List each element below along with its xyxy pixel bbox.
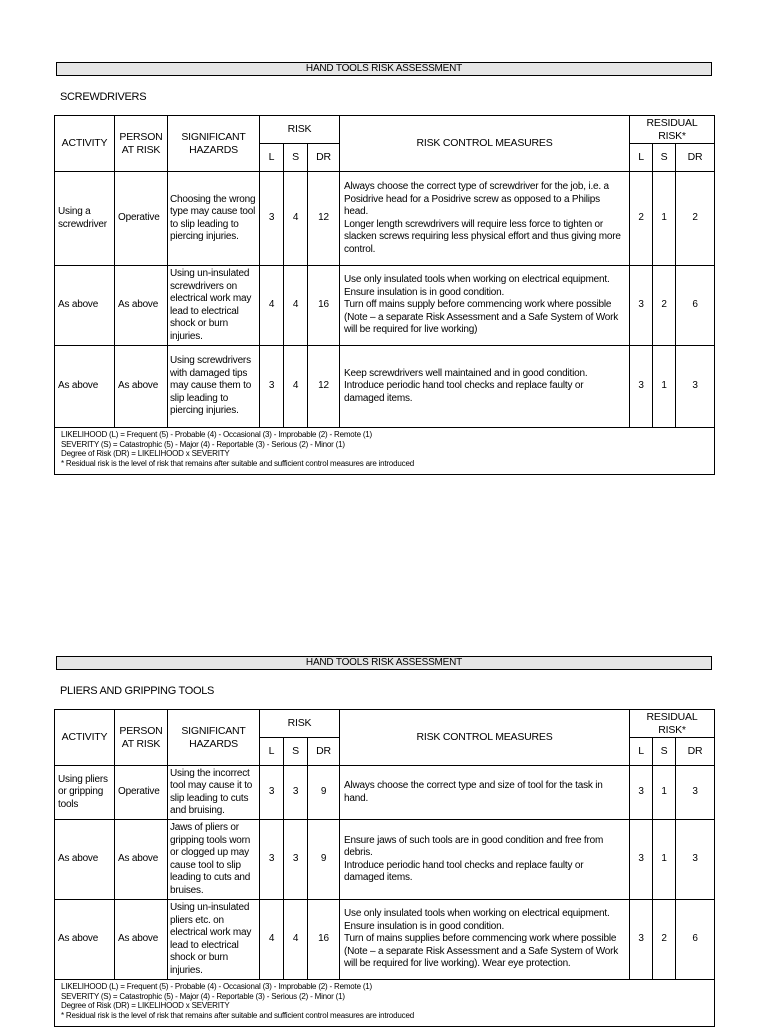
l-cell: 4 bbox=[260, 900, 284, 980]
residual-dr-cell: 2 bbox=[676, 172, 715, 266]
header-dr: DR bbox=[308, 738, 340, 766]
control-measure: Use only insulated tools when working on electrical equipment. bbox=[344, 908, 610, 920]
assessment-title: HAND TOOLS RISK ASSESSMENT bbox=[56, 62, 712, 76]
header-residual-risk: RESIDUAL RISK* bbox=[630, 116, 715, 144]
header-residual-l: L bbox=[630, 144, 653, 172]
s-cell: 4 bbox=[284, 346, 308, 428]
table-row bbox=[55, 346, 715, 428]
section-title: SCREWDRIVERS bbox=[60, 91, 147, 103]
table-row bbox=[55, 172, 715, 266]
l-cell: 3 bbox=[260, 172, 284, 266]
table-row bbox=[55, 266, 715, 346]
residual-s-cell: 1 bbox=[653, 346, 676, 428]
residual-s-cell: 1 bbox=[653, 820, 676, 900]
header-risk-control-measures: RISK CONTROL MEASURES bbox=[340, 710, 630, 766]
residual-s-cell: 1 bbox=[653, 172, 676, 266]
legend-line: * Residual risk is the level of risk that remains after suitable and sufficient control measures are introduced bbox=[61, 1010, 414, 1020]
residual-dr-cell: 6 bbox=[676, 266, 715, 346]
s-cell: 3 bbox=[284, 820, 308, 900]
l-cell: 3 bbox=[260, 820, 284, 900]
dr-cell: 12 bbox=[308, 172, 340, 266]
dr-cell: 9 bbox=[308, 820, 340, 900]
risk-assessment-table bbox=[54, 709, 715, 1027]
control-measures-cell bbox=[340, 266, 630, 346]
residual-s-cell: 2 bbox=[653, 900, 676, 980]
activity-cell: Using pliers or gripping tools bbox=[55, 766, 115, 820]
control-measure: Turn of mains supplies before commencing work where possible (Note – a separate Risk Assessment and a Safe System of Work will be required for live working). Wear eye protection. bbox=[344, 933, 619, 970]
header-residual-risk: RESIDUAL RISK* bbox=[630, 710, 715, 738]
person-cell: As above bbox=[115, 346, 168, 428]
control-measure: Turn off mains supply before commencing work where possible (Note – a separate Risk Assessment and a Safe System of Work will be required for live working) bbox=[344, 299, 619, 336]
control-measure: Keep screwdrivers well maintained and in good condition. bbox=[344, 367, 588, 379]
control-measures-cell bbox=[340, 766, 630, 820]
header-dr: DR bbox=[308, 144, 340, 172]
activity-cell: As above bbox=[55, 820, 115, 900]
l-cell: 3 bbox=[260, 346, 284, 428]
residual-s-cell: 2 bbox=[653, 266, 676, 346]
residual-l-cell: 3 bbox=[630, 766, 653, 820]
hazard-cell: Using the incorrect tool may cause it to slip leading to cuts and bruising. bbox=[168, 766, 260, 820]
activity-cell: As above bbox=[55, 266, 115, 346]
person-cell: As above bbox=[115, 820, 168, 900]
header-significant-hazards: SIGNIFICANT HAZARDS bbox=[168, 710, 260, 766]
dr-cell: 9 bbox=[308, 766, 340, 820]
s-cell: 4 bbox=[284, 900, 308, 980]
hazard-cell: Jaws of pliers or gripping tools worn or clogged up may cause tool to slip leading to cuts and bruises. bbox=[168, 820, 260, 900]
legend-line: Degree of Risk (DR) = LIKELIHOOD x SEVERITY bbox=[61, 449, 230, 458]
person-cell: As above bbox=[115, 266, 168, 346]
table-row bbox=[55, 900, 715, 980]
control-measures-cell bbox=[340, 900, 630, 980]
hazard-cell: Using un-insulated screwdrivers on electrical work may lead to electrical shock or burn injuries. bbox=[168, 266, 260, 346]
legend-line: LIKELIHOOD (L) = Frequent (5) - Probable (4) - Occasional (3) - Improbable (2) - Remote (1) bbox=[61, 982, 373, 991]
legend-row bbox=[55, 980, 715, 1027]
legend-line: SEVERITY (S) = Catastrophic (5) - Major (4) - Reportable (3) - Serious (2) - Minor (1) bbox=[61, 991, 345, 1001]
residual-l-cell: 3 bbox=[630, 266, 653, 346]
header-activity: ACTIVITY bbox=[55, 116, 115, 172]
s-cell: 3 bbox=[284, 766, 308, 820]
risk-assessment-table bbox=[54, 115, 715, 475]
hazard-cell: Using screwdrivers with damaged tips may cause them to slip leading to piercing injuries. bbox=[168, 346, 260, 428]
legend-line: * Residual risk is the level of risk that remains after suitable and sufficient control measures are introduced bbox=[61, 458, 414, 468]
section-title: PLIERS AND GRIPPING TOOLS bbox=[60, 685, 215, 697]
residual-dr-cell: 6 bbox=[676, 900, 715, 980]
person-cell: Operative bbox=[115, 766, 168, 820]
control-measures-cell bbox=[340, 346, 630, 428]
header-risk: RISK bbox=[260, 116, 340, 144]
dr-cell: 16 bbox=[308, 900, 340, 980]
control-measure: Ensure jaws of such tools are in good condition and free from debris. bbox=[344, 834, 604, 858]
residual-s-cell: 1 bbox=[653, 766, 676, 820]
control-measure: Always choose the correct type of screwdriver for the job, i.e. a Posidrive head for a Posidrive screw as opposed to a Philips head. bbox=[344, 181, 609, 217]
header-activity: ACTIVITY bbox=[55, 710, 115, 766]
header-residual-s: S bbox=[653, 144, 676, 172]
table-row bbox=[55, 820, 715, 900]
header-risk-control-measures: RISK CONTROL MEASURES bbox=[340, 116, 630, 172]
person-cell: As above bbox=[115, 900, 168, 980]
header-risk: RISK bbox=[260, 710, 340, 738]
assessment-title: HAND TOOLS RISK ASSESSMENT bbox=[56, 656, 712, 670]
l-cell: 3 bbox=[260, 766, 284, 820]
residual-l-cell: 2 bbox=[630, 172, 653, 266]
dr-cell: 12 bbox=[308, 346, 340, 428]
s-cell: 4 bbox=[284, 266, 308, 346]
legend-row bbox=[55, 428, 715, 475]
table-row bbox=[55, 766, 715, 820]
header-s: S bbox=[284, 144, 308, 172]
legend-line: SEVERITY (S) = Catastrophic (5) - Major (4) - Reportable (3) - Serious (2) - Minor (1) bbox=[61, 439, 345, 449]
header-l: L bbox=[260, 144, 284, 172]
control-measure: Introduce periodic hand tool checks and replace faulty or damaged items. bbox=[344, 380, 584, 404]
control-measure: Always choose the correct type and size of tool for the task in hand. bbox=[344, 780, 603, 804]
hazard-cell: Choosing the wrong type may cause tool to slip leading to piercing injuries. bbox=[168, 172, 260, 266]
hazard-cell: Using un-insulated pliers etc. on electrical work may lead to electrical shock or burn injuries. bbox=[168, 900, 260, 980]
activity-cell: As above bbox=[55, 900, 115, 980]
person-cell: Operative bbox=[115, 172, 168, 266]
header-row bbox=[55, 116, 715, 144]
header-residual-l: L bbox=[630, 738, 653, 766]
control-measure: Introduce periodic hand tool checks and replace faulty or damaged items. bbox=[344, 859, 584, 883]
control-measures-cell bbox=[340, 820, 630, 900]
residual-dr-cell: 3 bbox=[676, 346, 715, 428]
residual-l-cell: 3 bbox=[630, 346, 653, 428]
control-measure: Use only insulated tools when working on electrical equipment. bbox=[344, 274, 610, 286]
activity-cell: As above bbox=[55, 346, 115, 428]
control-measure: Ensure insulation is in good condition. bbox=[344, 286, 505, 298]
header-person-at-risk: PERSON AT RISK bbox=[115, 116, 168, 172]
residual-dr-cell: 3 bbox=[676, 820, 715, 900]
legend bbox=[55, 428, 715, 475]
dr-cell: 16 bbox=[308, 266, 340, 346]
header-residual-dr: DR bbox=[676, 144, 715, 172]
s-cell: 4 bbox=[284, 172, 308, 266]
legend bbox=[55, 980, 715, 1027]
control-measure: Ensure insulation is in good condition. bbox=[344, 920, 505, 932]
header-residual-dr: DR bbox=[676, 738, 715, 766]
control-measures-cell bbox=[340, 172, 630, 266]
header-significant-hazards: SIGNIFICANT HAZARDS bbox=[168, 116, 260, 172]
legend-line: LIKELIHOOD (L) = Frequent (5) - Probable (4) - Occasional (3) - Improbable (2) - Remote (1) bbox=[61, 430, 373, 439]
residual-l-cell: 3 bbox=[630, 820, 653, 900]
legend-line: Degree of Risk (DR) = LIKELIHOOD x SEVERITY bbox=[61, 1001, 230, 1010]
control-measure: Longer length screwdrivers will require less force to tighten or slacken screws requiring less physical effort and thus giving more control. bbox=[344, 218, 621, 255]
header-s: S bbox=[284, 738, 308, 766]
residual-l-cell: 3 bbox=[630, 900, 653, 980]
header-person-at-risk: PERSON AT RISK bbox=[115, 710, 168, 766]
residual-dr-cell: 3 bbox=[676, 766, 715, 820]
header-l: L bbox=[260, 738, 284, 766]
header-row bbox=[55, 710, 715, 738]
activity-cell: Using a screwdriver bbox=[55, 172, 115, 266]
header-residual-s: S bbox=[653, 738, 676, 766]
l-cell: 4 bbox=[260, 266, 284, 346]
